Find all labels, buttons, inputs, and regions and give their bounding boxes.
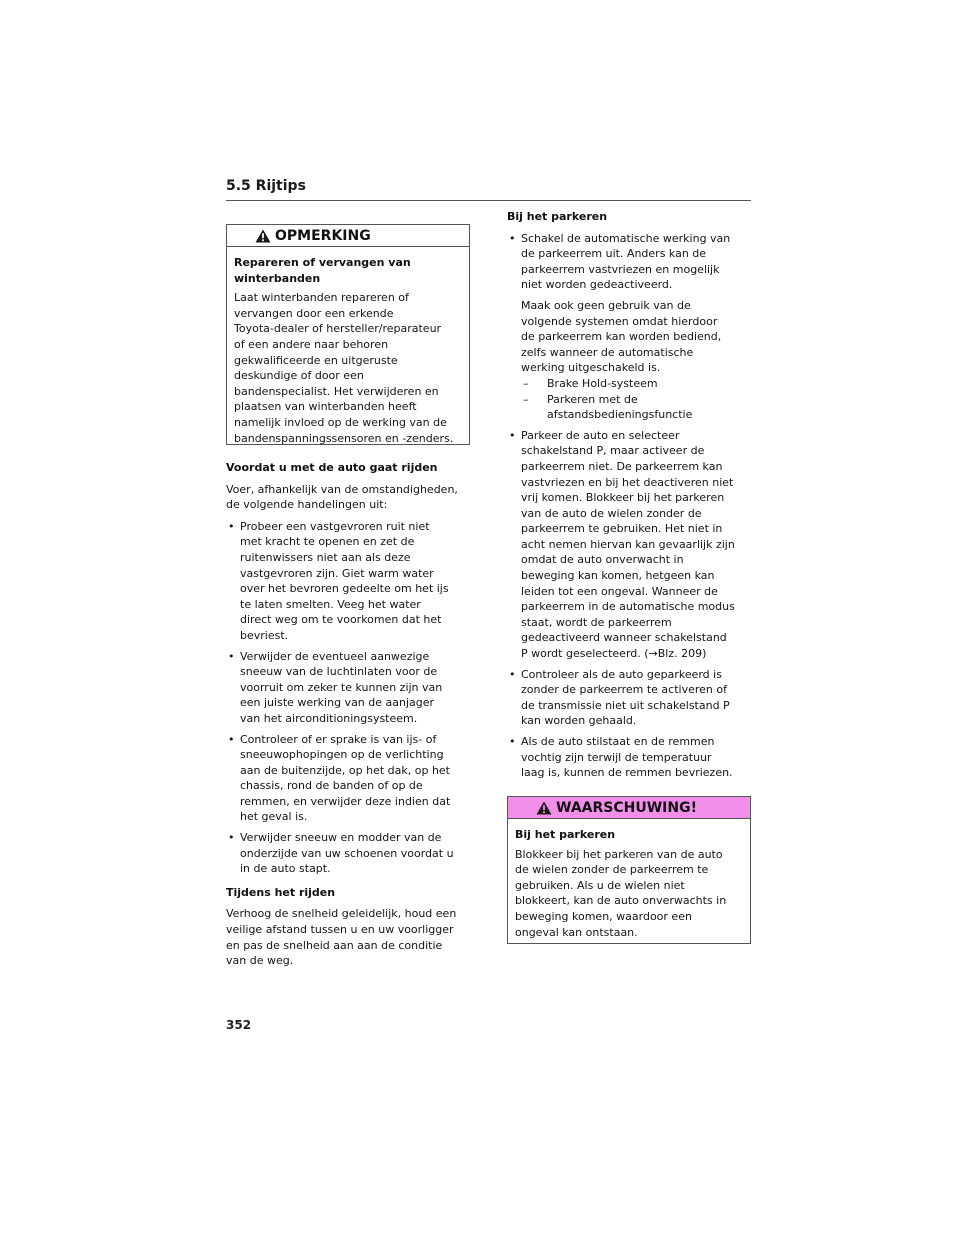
notice-body: Laat winterbanden repareren of vervangen door een erkende Toyota-dealer of hersteller/reparateur of een andere naar behoren gekwalificeerde en uitgeruste deskundige of door een bandenspecialist. Het verwijderen en plaatsen van winterbanden heeft namelijk invloed op de werking van de bandenspanningssensoren en -zenders.: [234, 291, 454, 445]
parking-bullet-continuation: Maak ook geen gebruik van de volgende systemen omdat hierdoor de parkeerrem kan worden bediend, zelfs wanneer de automatische werking uitgeschakeld is.: [521, 298, 722, 375]
before-driving-heading: Voordat u met de auto gaat rijden: [226, 461, 438, 474]
page-number: 352: [226, 1018, 252, 1032]
warning-triangle-icon: [255, 229, 271, 243]
list-item: • Schakel de automatische werking van de parkeerrem uit. Anders kan de parkeerrem vastvriezen en mogelijk niet worden gedeactiveerd. Maak ook geen gebruik van de volgende systemen omdat hierdoor de parkeerrem kan worden bediend, zelfs wanneer de automatische werking uitgeschakeld is. – Brake Hold-systeem – Parkeren met de afstandsbedieningsfunctie: [507, 231, 751, 423]
driving-body: Verhoog de snelheid geleidelijk, houd een veilige afstand tussen u en uw voorligger en pas de snelheid aan aan de conditie van de weg.: [226, 907, 457, 968]
notice-box-header: [227, 225, 469, 247]
notice-box: [226, 224, 470, 445]
parking-heading: Bij het parkeren: [507, 210, 608, 223]
driving-heading: Tijdens het rijden: [226, 885, 336, 899]
warning-title: WAARSCHUWING!: [556, 799, 697, 816]
warning-box-body: [508, 819, 750, 946]
notice-title: OPMERKING: [275, 227, 371, 244]
notice-box-body: [227, 247, 469, 452]
section-header: [226, 178, 751, 201]
section-title: 5.5 Rijtips: [226, 178, 306, 194]
warning-body: Blokkeer bij het parkeren van de auto de wielen zonder de parkeerrem te gebruiken. Als u de wielen niet blokkeert, kan de auto onverwachts in beweging komen, waardoor een ongeval kan ontstaan.: [515, 847, 727, 939]
dash-item: – Parkeren met de afstandsbedieningsfunctie: [523, 392, 693, 422]
parking-section: [507, 209, 751, 786]
list-item: • Controleer of er sprake is van ijs- of sneeuwophopingen op de verlichting aan de buitenzijde, op het dak, op het chassis, rond de banden of op de remmen, en verwijder deze indien dat het geval is.: [228, 732, 451, 824]
list-item: • Parkeer de auto en selecteer schakelstand P, maar activeer de parkeerrem niet. De parkeerrem kan vastvriezen en bij het deactiveren niet vrij komen. Blokkeer bij het parkeren van de auto de wielen zonder de parkeerrem te gebruiken. Het niet in acht nemen hiervan kan gevaarlijk zijn omdat de auto onverwacht in beweging kan komen, hetgeen kan leiden tot een ongeval. Wanneer de parkeerrem in de automatische modus staat, wordt de parkeerrem gedeactiveerd wanneer schakelstand P wordt geselecteerd. (→Blz. 209): [509, 428, 735, 661]
before-driving-section: [226, 460, 470, 975]
warning-box-header: [508, 797, 750, 819]
dash-item: – Brake Hold-systeem: [523, 376, 658, 390]
warning-box: [507, 796, 751, 944]
list-item: • Controleer als de auto geparkeerd is zonder de parkeerrem te activeren of de transmissie niet uit schakelstand P kan worden gehaald.: [509, 667, 730, 728]
notice-subtitle: Repareren of vervangen van winterbanden: [234, 256, 411, 285]
list-item: • Probeer een vastgevroren ruit niet met kracht te openen en zet de ruitenwissers niet aan als deze vastgevroren zijn. Giet warm water over het bevroren gedeelte om het ijs te laten smelten. Veeg het water direct weg om te voorkomen dat het bevriest.: [228, 519, 449, 642]
list-item: • Verwijder de eventueel aanwezige sneeuw van de luchtinlaten voor de voorruit om zeker te kunnen zijn van een juiste werking van de aanjager van het airconditioningsysteem.: [228, 649, 443, 725]
list-item: • Als de auto stilstaat en de remmen vochtig zijn terwijl de temperatuur laag is, kunnen de remmen bevriezen.: [509, 735, 733, 780]
warning-subtitle: Bij het parkeren: [515, 828, 616, 841]
warning-triangle-icon: [536, 801, 552, 815]
list-item: • Verwijder sneeuw en modder van de onderzijde van uw schoenen voordat u in de auto stapt.: [228, 831, 454, 876]
before-driving-intro: Voer, afhankelijk van de omstandigheden, de volgende handelingen uit:: [226, 482, 458, 512]
